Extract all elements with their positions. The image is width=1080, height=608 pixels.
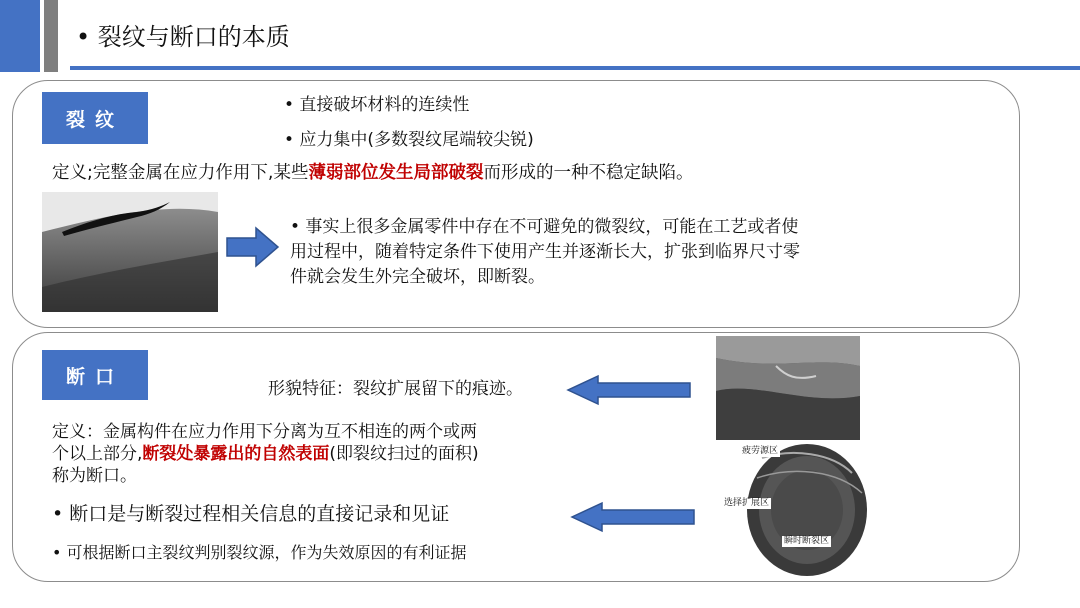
header-gray-bar xyxy=(44,0,58,72)
crack-fact-line3: 件就会发生外完全破坏，即断裂。 xyxy=(290,267,545,287)
crack-fact-line2: 用过程中，随着特定条件下使用产生并逐渐长大，扩张到临界尺寸零 xyxy=(290,242,800,262)
crack-photo-graphic xyxy=(42,192,218,312)
fracture-definition-line2-post: (即裂纹扫过的面积) xyxy=(329,444,479,464)
fracture-morphology: 形貌特征：裂纹扩展留下的痕迹。 xyxy=(268,379,523,399)
fracture-zones-diagram xyxy=(722,438,872,578)
fracture-definition-line2-pre: 个以上部分, xyxy=(52,444,143,464)
fracture-bullet-record: • 断口是与断裂过程相关信息的直接记录和见证 xyxy=(52,503,450,525)
zone-label-instant-fracture: 瞬时断裂区 xyxy=(784,536,830,546)
zone-label-propagation: 选择扩展区 xyxy=(724,498,770,508)
fracture-bullet-evidence: • 可根据断口主裂纹判别裂纹源，作为失效原因的有利证据 xyxy=(52,543,467,562)
fracture-definition-line3: 称为断口。 xyxy=(52,466,137,486)
arrow-left-icon xyxy=(566,374,692,406)
header-accent-bar xyxy=(0,0,40,72)
zone-label-fatigue-source: 疲劳源区 xyxy=(742,446,779,456)
crack-photo xyxy=(42,192,218,312)
crack-definition-highlight: 薄弱部位发生局部破裂 xyxy=(308,163,484,183)
fracture-definition-line2 xyxy=(52,443,479,465)
crack-definition-post: 而形成的一种不稳定缺陷。 xyxy=(483,163,694,183)
page-title: • 裂纹与断口的本质 xyxy=(76,23,290,51)
fracture-surface-photo xyxy=(716,336,860,440)
crack-definition xyxy=(52,162,693,184)
arrow-left-icon xyxy=(570,501,696,533)
crack-bullet-stress: • 应力集中(多数裂纹尾端较尖锐) xyxy=(284,130,534,150)
fracture-tag: 断口 xyxy=(42,350,148,400)
fracture-definition-line1: 定义：金属构件在应力作用下分离为互不相连的两个或两 xyxy=(52,422,477,442)
arrow-right-icon xyxy=(226,226,280,268)
fracture-definition-highlight: 断裂处暴露出的自然表面 xyxy=(142,444,330,464)
crack-definition-pre: 定义;完整金属在应力作用下,某些 xyxy=(52,163,309,183)
header-underline xyxy=(70,66,1080,70)
crack-tag: 裂纹 xyxy=(42,92,148,144)
crack-bullet-continuity: • 直接破坏材料的连续性 xyxy=(284,95,470,115)
crack-fact-line1: • 事实上很多金属零件中存在不可避免的微裂纹，可能在工艺或者使 xyxy=(290,217,799,237)
fracture-surface-graphic xyxy=(716,336,860,440)
